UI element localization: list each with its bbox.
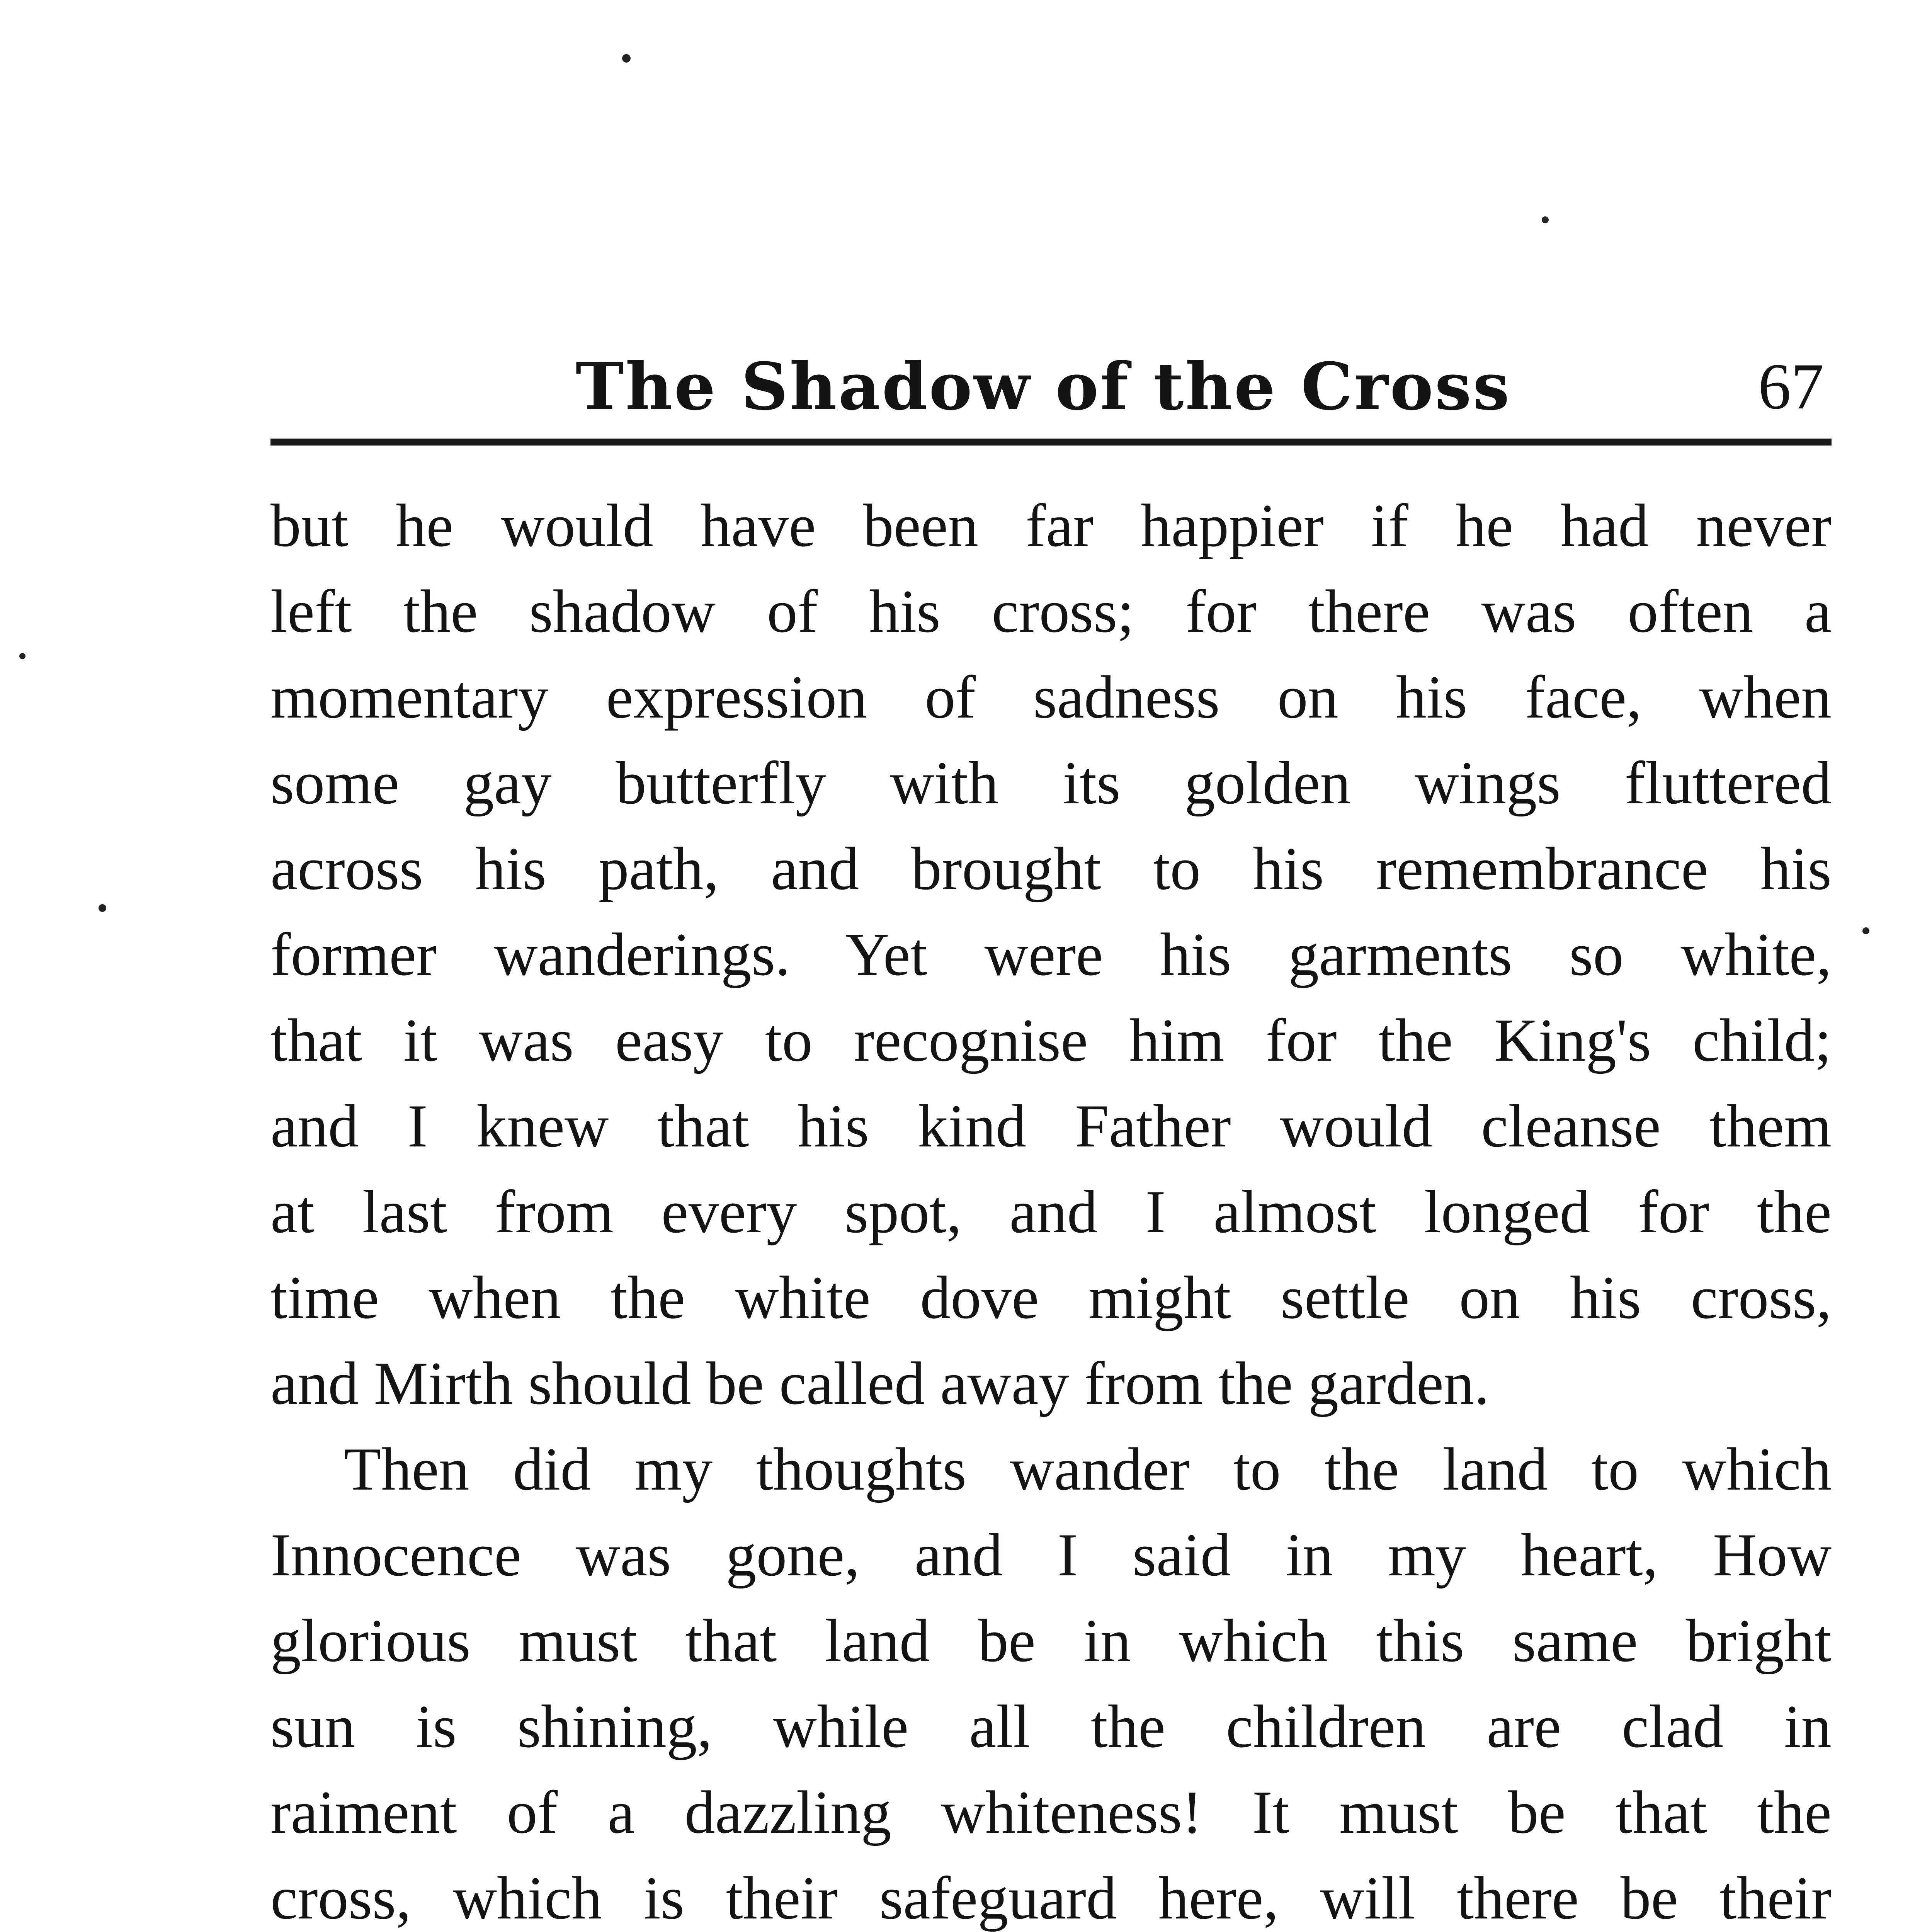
text-line: some gay butterfly with its golden wings fluttered bbox=[270, 749, 1832, 817]
text-line: raiment of a dazzling whiteness! It must be that the bbox=[270, 1779, 1832, 1846]
text-line: Innocence was gone, and I said in my heart, How bbox=[270, 1521, 1832, 1589]
text-line: cross, which is their safeguard here, will there be their bbox=[270, 1864, 1832, 1932]
text-line: across his path, and brought to his remembrance his bbox=[270, 835, 1832, 903]
text-line: that it was easy to recognise him for the King's child; bbox=[270, 1007, 1832, 1074]
print-speck bbox=[1542, 216, 1549, 223]
text-line: but he would have been far happier if he had never bbox=[270, 492, 1832, 560]
text-line: at last from every spot, and I almost longed for the bbox=[270, 1178, 1832, 1246]
print-speck bbox=[19, 653, 26, 659]
paragraph-1 bbox=[270, 483, 1832, 1427]
header-rule bbox=[270, 439, 1832, 446]
text-line: Then did my thoughts wander to the land to which bbox=[344, 1435, 1832, 1503]
text-line: time when the white dove might settle on his cross, bbox=[270, 1264, 1832, 1332]
text-line: and I knew that his kind Father would cleanse them bbox=[270, 1092, 1832, 1160]
page-header bbox=[270, 309, 1832, 464]
text-line: former wanderings. Yet were his garments so white, bbox=[270, 921, 1832, 988]
print-speck bbox=[1862, 927, 1869, 934]
body-text bbox=[270, 483, 1832, 1932]
print-speck bbox=[99, 904, 106, 912]
text-line: momentary expression of sadness on his face, when bbox=[270, 663, 1832, 731]
print-speck bbox=[622, 54, 631, 63]
running-title: The Shadow of the Cross bbox=[575, 348, 1511, 425]
paragraph-2 bbox=[270, 1427, 1832, 1932]
page-number: 67 bbox=[1758, 350, 1824, 423]
text-line: left the shadow of his cross; for there was often a bbox=[270, 578, 1832, 645]
text-line: sun is shining, while all the children are clad in bbox=[270, 1693, 1832, 1760]
text-line: and Mirth should be called away from the garden. bbox=[270, 1350, 1490, 1417]
text-line: glorious must that land be in which this same bright bbox=[270, 1607, 1832, 1675]
